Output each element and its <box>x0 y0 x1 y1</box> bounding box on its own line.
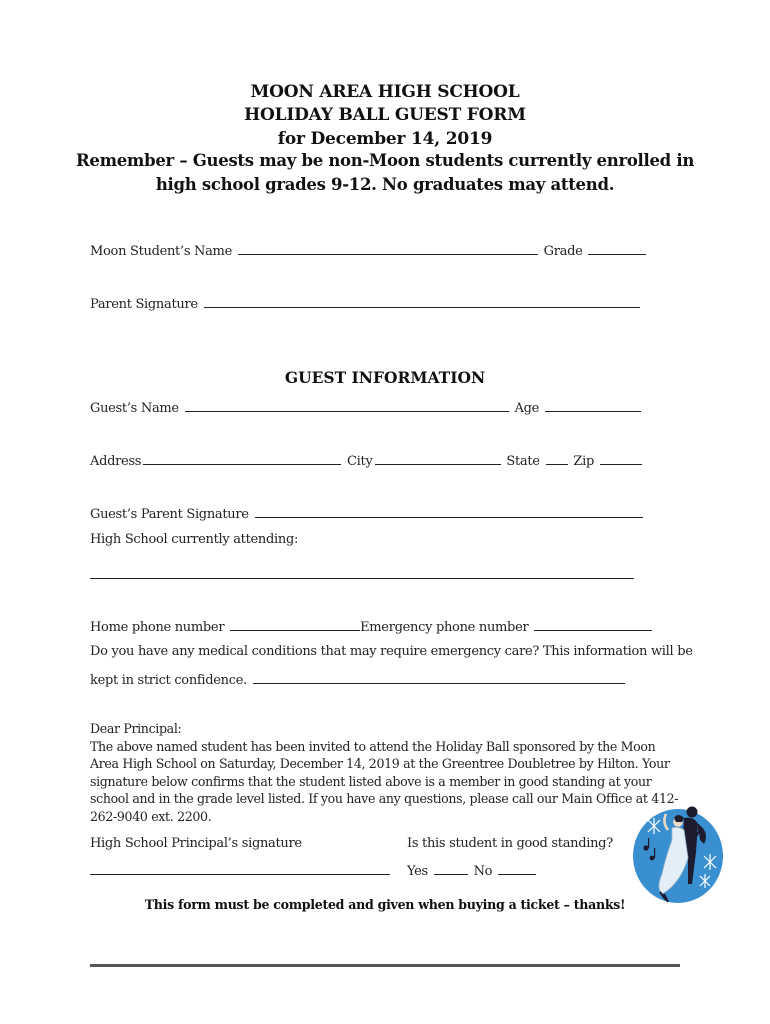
eligibility-note-line1: Remember – Guests may be non-Moon students currently enrolled in <box>75 151 695 170</box>
guest-info-heading: GUEST INFORMATION <box>284 368 486 387</box>
yes-label: Yes <box>407 864 428 879</box>
medical-question-text: Do you have any medical conditions that may require emergency care? This information will be <box>90 644 693 659</box>
footer-note: This form must be completed and given when buying a ticket – thanks! <box>144 897 626 912</box>
man-head <box>687 807 698 818</box>
principal-signature-label: High School Principal’s signature <box>90 836 302 851</box>
form-title: HOLIDAY BALL GUEST FORM <box>244 105 526 125</box>
parent-signature-field[interactable] <box>204 295 640 308</box>
emergency-phone-field[interactable] <box>534 618 652 631</box>
school-title: MOON AREA HIGH SCHOOL <box>250 82 520 102</box>
medical-answer-row <box>90 671 627 688</box>
dancing-couple-illustration <box>632 800 724 908</box>
standing-question: Is this student in good standing? <box>407 836 613 851</box>
state-label: State <box>506 454 540 469</box>
address-row <box>90 452 644 469</box>
parent-signature-row <box>90 295 642 312</box>
zip-field[interactable] <box>600 452 642 465</box>
city-label: City <box>347 454 373 469</box>
guest-name-field[interactable] <box>185 399 509 412</box>
no-label: No <box>473 864 493 879</box>
home-phone-label: Home phone number <box>90 620 225 635</box>
yes-field[interactable] <box>434 862 468 875</box>
principal-signature-field[interactable] <box>90 862 390 875</box>
age-field[interactable] <box>545 399 641 412</box>
standing-answer-row <box>407 862 538 879</box>
zip-label: Zip <box>573 454 594 469</box>
principal-signature-field-row <box>90 862 390 879</box>
medical-question-row <box>90 644 693 659</box>
phone-row <box>90 618 654 635</box>
age-label: Age <box>514 401 540 416</box>
guest-name-label: Guest’s Name <box>90 401 179 416</box>
no-field[interactable] <box>498 862 536 875</box>
school-attending-row <box>90 532 298 547</box>
home-phone-field[interactable] <box>230 618 360 631</box>
student-name-field[interactable] <box>238 242 538 255</box>
eligibility-note-line2: high school grades 9-12. No graduates may attend. <box>155 175 615 194</box>
address-field[interactable] <box>143 452 341 465</box>
grade-label: Grade <box>543 244 583 259</box>
parent-signature-label: Parent Signature <box>90 297 198 312</box>
school-attending-field[interactable] <box>90 578 634 579</box>
medical-conditions-field[interactable] <box>253 671 625 684</box>
guest-parent-signature-row <box>90 505 645 522</box>
letter-salutation: Dear Principal: <box>90 721 182 736</box>
address-label: Address <box>90 454 142 469</box>
guest-name-row <box>90 399 643 416</box>
city-field[interactable] <box>375 452 501 465</box>
student-name-label: Moon Student’s Name <box>90 244 232 259</box>
emergency-phone-label: Emergency phone number <box>360 620 529 635</box>
event-date: for December 14, 2019 <box>277 129 493 149</box>
principal-letter <box>90 720 680 825</box>
grade-field[interactable] <box>588 242 646 255</box>
letter-body: The above named student has been invited to attend the Holiday Ball sponsored by the Moon Area High School on Saturday, December 14, 2019 at the Greentree Doubletree by Hilton. Your signature below confirms that the student listed above is a member in good standing at your school and in the grade level listed. If you have any questions, please call our Main Office at 412-262-9040 ext. 2200. <box>90 738 679 824</box>
medical-question-text-2: kept in strict confidence. <box>90 673 247 688</box>
bottom-divider <box>90 964 680 967</box>
state-field[interactable] <box>546 452 568 465</box>
student-name-row <box>90 242 648 259</box>
guest-parent-signature-field[interactable] <box>255 505 643 518</box>
guest-parent-signature-label: Guest’s Parent Signature <box>90 507 249 522</box>
school-attending-label: High School currently attending: <box>90 532 299 547</box>
